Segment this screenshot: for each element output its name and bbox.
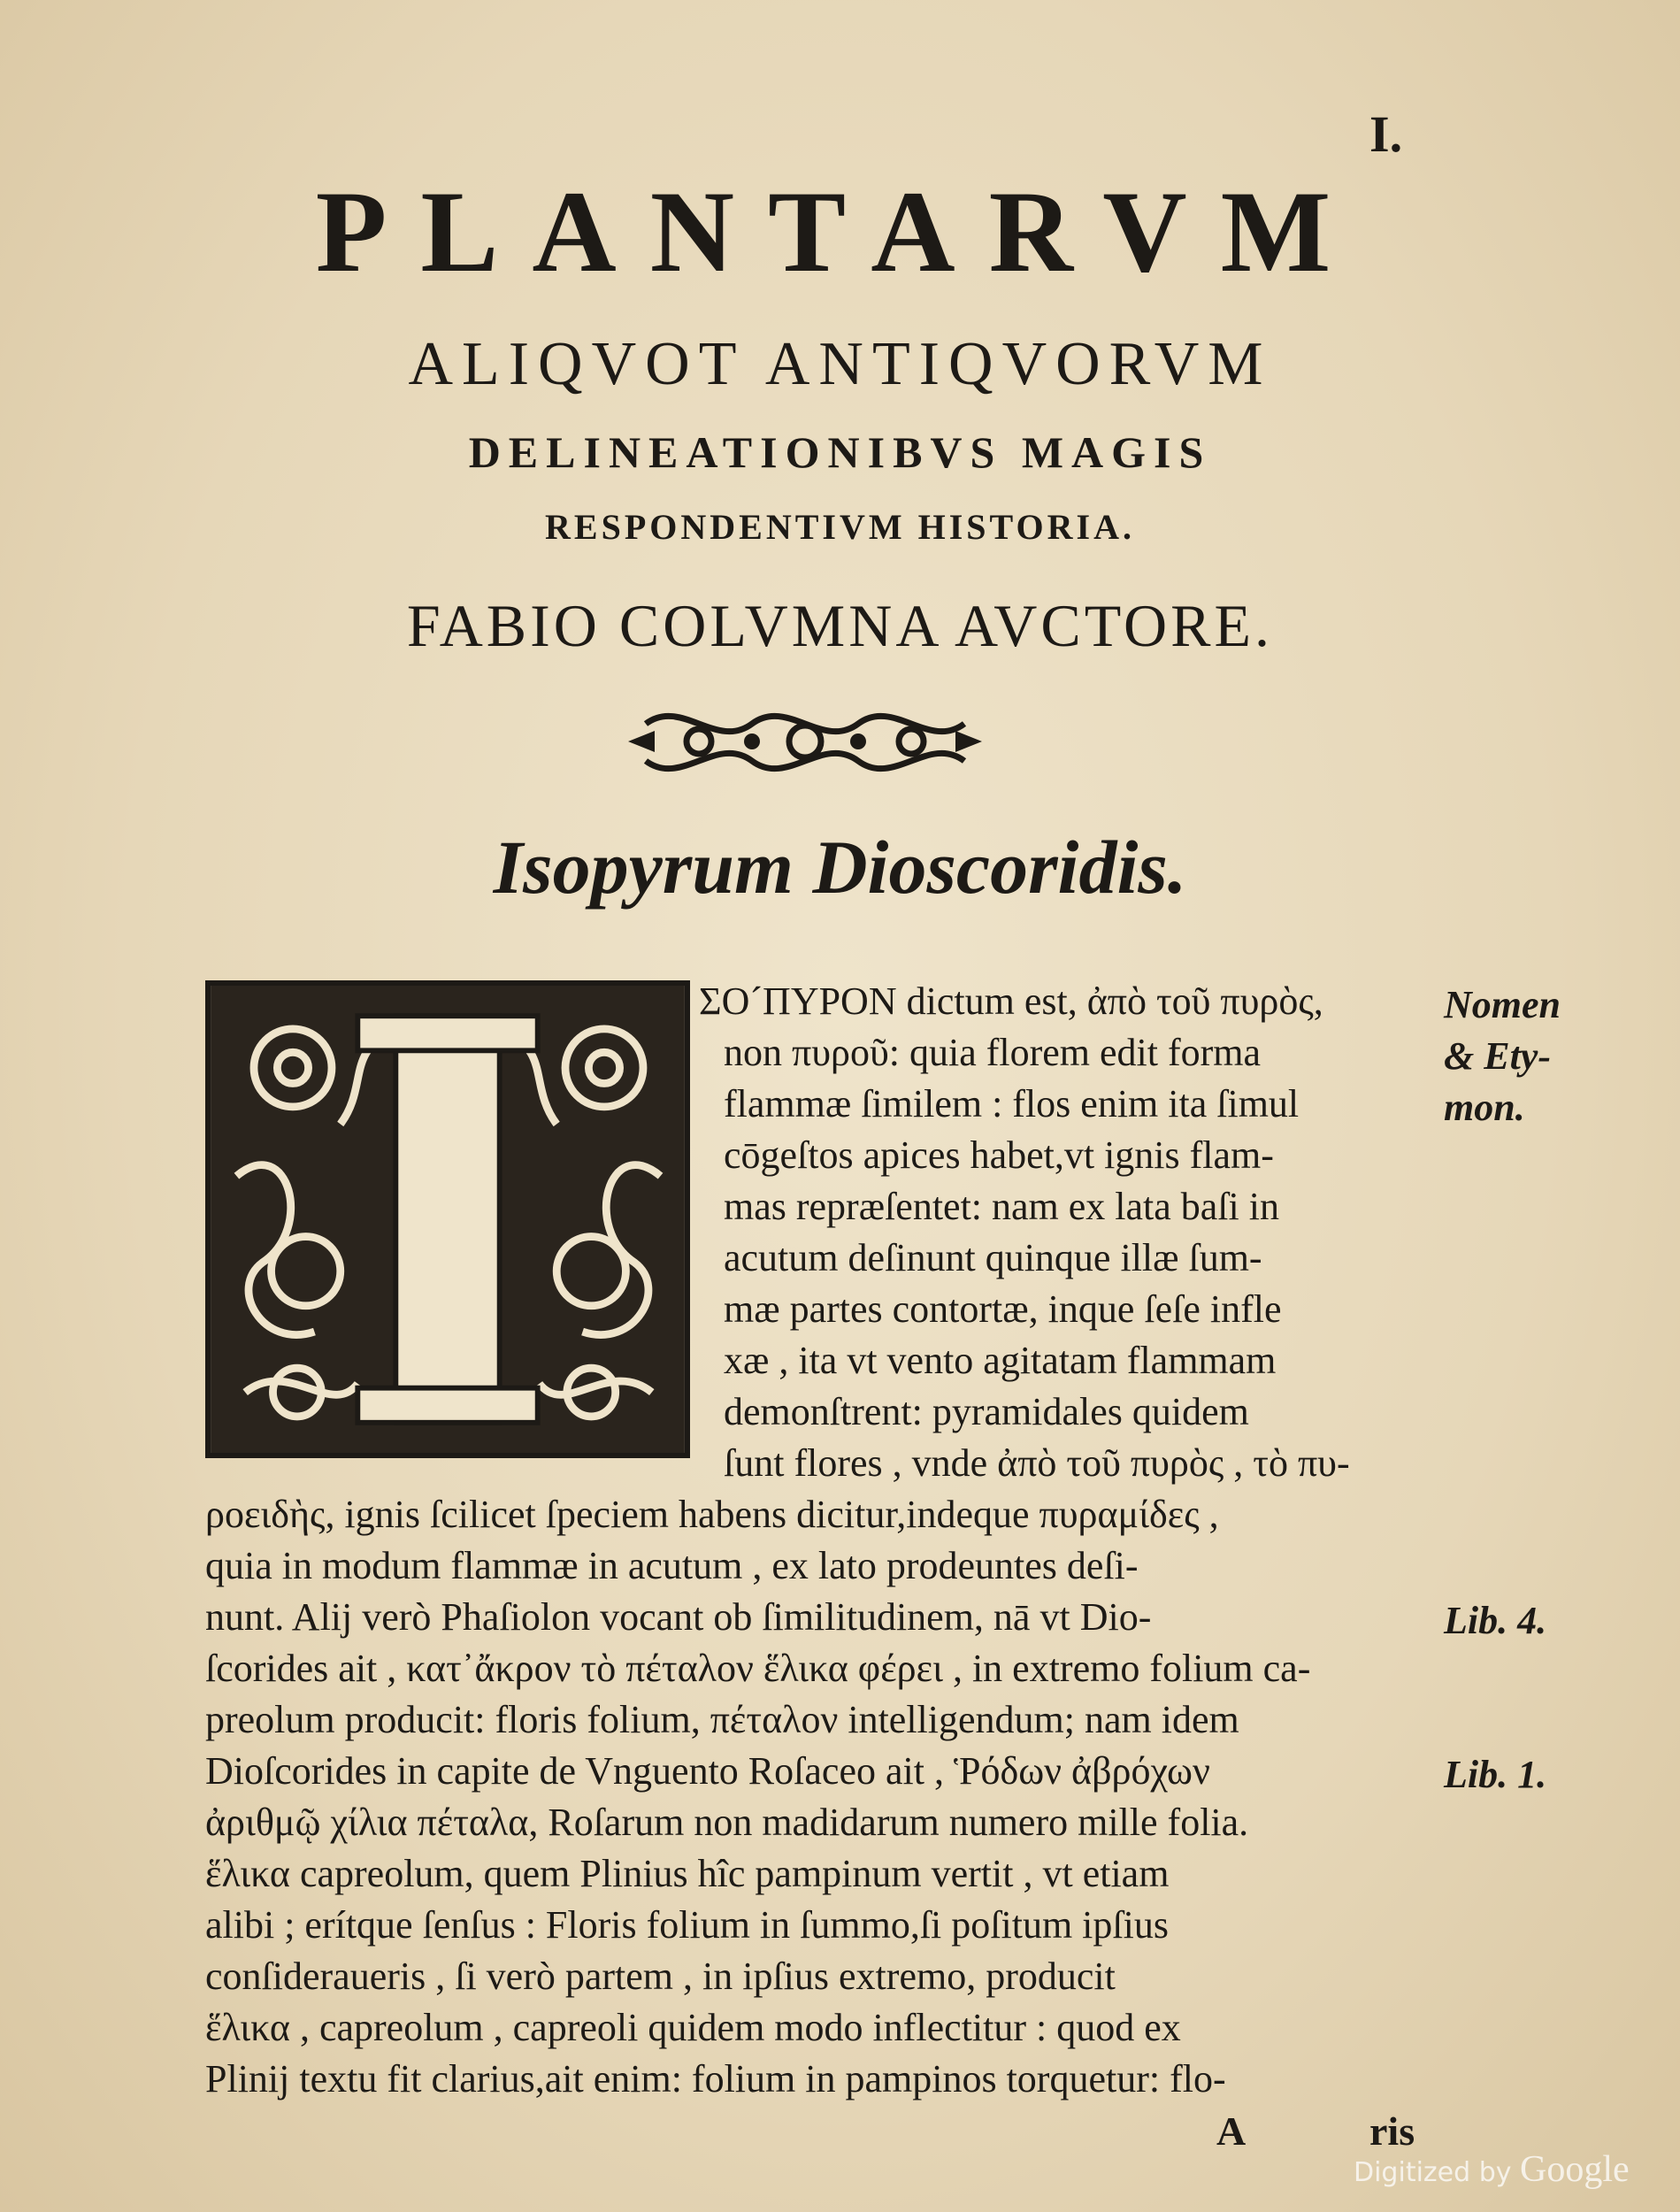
body-line: non πυροῦ: quia florem edit forma [724, 1031, 1262, 1074]
title-line-2: ALIQVOT ANTIQVORVM [408, 330, 1272, 398]
body-line: flammæ ſimilem : flos enim ita ſimul [724, 1082, 1300, 1125]
margin-note-mon: mon. [1444, 1086, 1525, 1129]
floral-initial-icon [211, 986, 685, 1453]
signature-mark: A [1216, 2108, 1247, 2154]
margin-note-ety: & Ety- [1444, 1034, 1551, 1078]
body-line: mæ partes contortæ, inque ſeſe infle [724, 1287, 1282, 1331]
body-line: conſideraueris , ſi verò partem , in ipſius extremo, producit [205, 1955, 1116, 1998]
body-line: ἕλικα , capreolum , capreoli quidem modo inflectitur : quod ex [205, 2006, 1181, 2049]
title-line-3: DELINEATIONIBVS MAGIS [468, 427, 1212, 477]
body-line: ἀριθμῷ χίλια πέταλα, Roſarum non madidarum numero mille folia. [205, 1801, 1249, 1844]
digitized-watermark [1354, 2148, 1630, 2191]
body-line: ſcorides ait , κατ᾽ἄκρον τὸ πέταλον ἕλικα φέρει , in extremo folium ca- [205, 1647, 1311, 1690]
body-line: ροειδὴς, ignis ſcilicet ſpeciem habens dicitur,indeque πυραμίδες , [205, 1493, 1219, 1536]
body-line: cōgeſtos apices habet,vt ignis flam- [724, 1133, 1274, 1177]
margin-note-lib-4: Lib. 4. [1444, 1599, 1547, 1642]
body-line: acutum deſinunt quinque illæ ſum- [724, 1236, 1262, 1279]
watermark-brand: Google [1520, 2149, 1630, 2190]
title-line-1: PLANTARVM [315, 166, 1365, 296]
margin-note-lib-1: Lib. 1. [1444, 1753, 1547, 1796]
body-line: Dioſcorides in capite de Vnguento Roſaceo ait , Ῥόδων ἀβρόχων [205, 1749, 1210, 1793]
body-line: ſunt flores , vnde ἀπὸ τοῦ πυρὸς , τὸ πυ- [724, 1441, 1350, 1485]
body-line: demonſtrent: pyramidales quidem [724, 1390, 1249, 1433]
decorated-initial-i [205, 980, 690, 1458]
catchword: ris [1369, 2108, 1415, 2154]
watermark-prefix: Digitized by [1354, 2157, 1512, 2188]
title-line-5: FABIO COLVMNA AVCTORE. [406, 592, 1274, 659]
body-line: nunt. Alij verò Phaſiolon vocant ob ſimilitudinem, nā vt Dio- [205, 1595, 1152, 1639]
body-line: xæ , ita vt vento agitatam flammam [724, 1339, 1277, 1382]
body-line: alibi ; erítque ſenſus : Floris folium in ſummo,ſi poſitum ipſius [205, 1903, 1169, 1947]
margin-note-nomen: Nomen [1444, 983, 1561, 1026]
title-line-4: RESPONDENTIVM HISTORIA. [545, 507, 1135, 547]
body-line: ἕλικα capreolum, quem Plinius hîc pampinum vertit , vt etiam [205, 1852, 1170, 1895]
body-line: preolum producit: floris folium, πέταλον intelligendum; nam idem [205, 1698, 1239, 1741]
ornament-divider [619, 688, 991, 795]
body-line: ΣΟ´ΠΥΡΟΝ dictum est, ἀπὸ τοῦ πυρὸς, [699, 979, 1323, 1023]
body-line: mas repræſentet: nam ex lata baſi in [724, 1185, 1280, 1228]
body-line: Plinij textu fit clarius,ait enim: folium in pampinos torquetur: flo- [205, 2057, 1226, 2101]
section-heading: Isopyrum Dioscoridis. [493, 825, 1187, 910]
page-number: I. [1369, 105, 1403, 163]
body-line: quia in modum flammæ in acutum , ex lato prodeuntes deſi- [205, 1544, 1139, 1587]
ornament-icon [619, 688, 991, 795]
